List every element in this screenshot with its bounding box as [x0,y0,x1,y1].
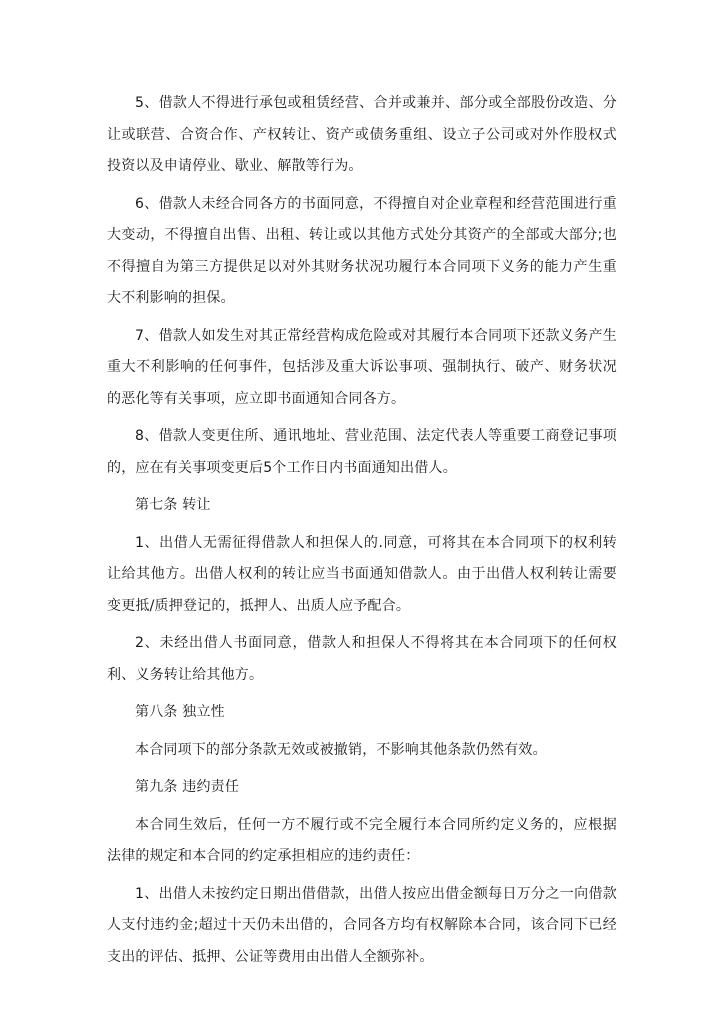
article-9-heading: 第九条 违约责任 [135,779,240,795]
clause-item-7: 7、借款人如发生对其正常经营构成危险或对其履行本合同项下还款义务产生重大不利影响的任何事件，包括涉及重大诉讼事项、强制执行、破产、财务状况的恶化等有关事项，应立即书面通知合同各方。 [107,327,617,407]
document-body [107,88,617,979]
article-9-intro: 本合同生效后，任何一方不履行或不完全履行本合同所约定义务的，应根据法律的规定和本合同的约定承担相应的违约责任： [107,816,617,864]
article-7-item-1: 1、出借人无需征得借款人和担保人的.同意，可将其在本合同项下的权利转让给其他方。出借人权利的转让应当书面通知借款人。由于出借人权利转让需要变更抵/质押登记的，抵押人、出质人应予配合。 [107,534,617,614]
article-7-item-2: 2、未经出借人书面同意，借款人和担保人不得将其在本合同项下的任何权利、义务转让给其他方。 [107,635,617,683]
article-7-heading: 第七条 转让 [135,497,211,513]
article-9-item-1: 1、出借人未按约定日期出借借款，出借人按应出借金额每日万分之一向借款人支付违约金;超过十天仍未出借的，合同各方均有权解除本合同，该合同下已经支出的评估、抵押、公证等费用由出借人全额弥补。 [107,885,617,965]
clause-item-8: 8、借款人变更住所、通讯地址、营业范围、法定代表人等重要工商登记事项的，应在有关事项变更后5个工作日内书面通知出借人。 [107,428,617,476]
clause-item-5: 5、借款人不得进行承包或租赁经营、合并或兼并、部分或全部股份改造、分让或联营、合资合作、产权转让、资产或债务重组、设立子公司或对外作股权式投资以及申请停业、歇业、解散等行为。 [107,95,617,174]
article-8-heading: 第八条 独立性 [135,704,225,720]
clause-item-6: 6、借款人未经合同各方的书面同意，不得擅自对企业章程和经营范围进行重大变动，不得擅自出售、出租、转让或以其他方式处分其资产的全部或大部分;也不得擅自为第三方提供足以对外其财务状况功履行本合同项下义务的能力产生重大不利影响的担保。 [107,195,617,306]
article-8-body: 本合同项下的部分条款无效或被撤销，不影响其他条款仍然有效。 [135,741,547,758]
